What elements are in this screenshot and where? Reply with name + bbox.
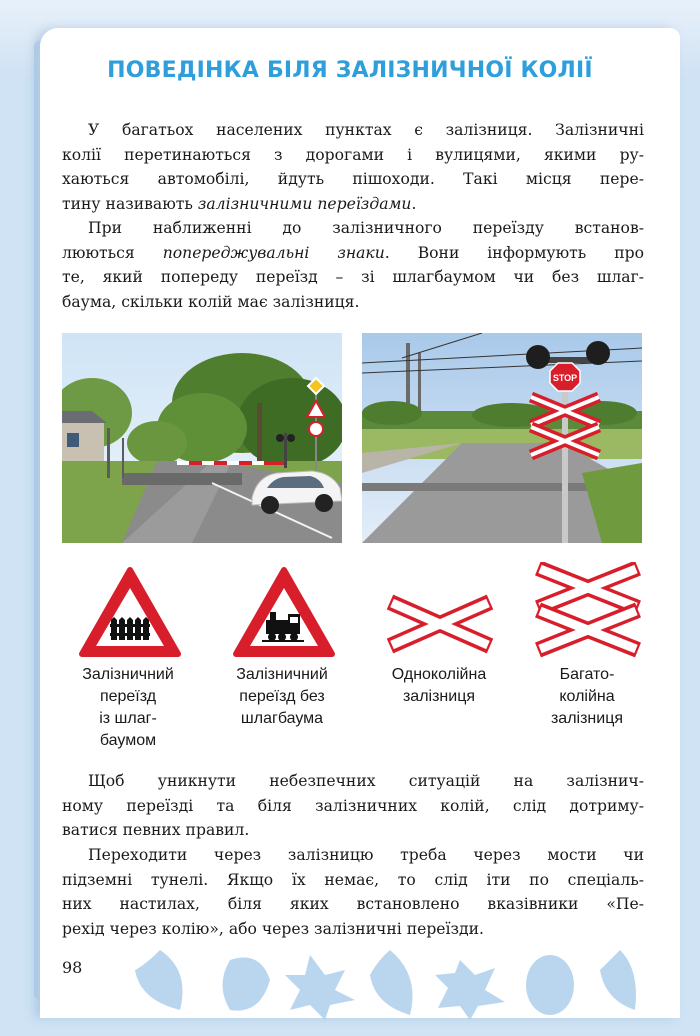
caption-line: Багато- (559, 666, 615, 683)
paragraph-line: Щоб уникнути небезпечних ситуацій на залізнич- (88, 772, 644, 790)
single-track-railway-sign-icon (384, 594, 496, 654)
caption-line: Одноколійна (391, 666, 487, 683)
paragraph-line: рехід через колію», або через залізничні переїзди. (62, 919, 484, 938)
caption-line: залізниця (402, 688, 476, 705)
italic-term: залізничними переїздами (197, 194, 412, 213)
italic-term: попереджувальні знаки (162, 243, 385, 262)
railway-crossing-without-barrier-sign-icon (232, 566, 336, 660)
paragraph-line: Переходити через залізницю треба через мости чи (88, 846, 644, 864)
paragraph-line (62, 192, 644, 217)
caption-line: переїзд без (239, 688, 325, 705)
railway-crossing-with-barrier-sign-icon (78, 566, 182, 660)
paragraph-line: баума, скільки колій має залізниця. (62, 292, 360, 311)
text-run: тину називають (62, 194, 198, 213)
caption-line: переїзд (99, 688, 157, 705)
paragraph-line: У багатьох населених пунктах є залізниця. Залізничні (88, 121, 644, 139)
photo-railway-crossing-stop-sign (362, 333, 642, 543)
paragraph-crossing-rules (62, 843, 644, 941)
paragraph-safety (62, 769, 644, 843)
caption-line: колійна (559, 688, 615, 705)
caption-line: шлагбаума (240, 710, 324, 727)
sign-caption-crossing-with-barrier (53, 664, 203, 752)
multi-track-railway-sign-icon (532, 562, 644, 658)
caption-line: із шлаг- (99, 710, 157, 727)
text-run: . (411, 194, 417, 213)
paragraph-line (62, 241, 644, 266)
paragraph-line: колії перетинаються з дорогами і вулицями, якими ру- (62, 145, 644, 164)
paragraph-line: те, який попереду переїзд – зі шлагбаумом чи без шлаг- (62, 268, 644, 286)
paragraph-signs (62, 216, 644, 314)
sign-caption-single-track (364, 664, 514, 708)
paragraph-line: При наближенні до залізничного переїзду встанов- (88, 219, 644, 237)
caption-line: Залізничний (236, 666, 328, 683)
caption-line: баумом (99, 732, 157, 749)
page-number: 98 (62, 958, 83, 977)
decorative-leaves-icon (120, 940, 680, 1020)
paragraph-line: ватися певних правил. (62, 821, 250, 839)
paragraph-intro (62, 118, 644, 216)
warning-signs-row (62, 560, 644, 660)
caption-line: залізниця (550, 710, 624, 727)
text-run: люються (62, 243, 163, 262)
paragraph-line: підземні тунелі. Якщо їх немає, то слід іти по спеціаль- (62, 870, 644, 889)
sign-caption-multi-track (512, 664, 662, 730)
paragraph-line: них настилах, біля яких встановлено вказівники «Пе- (62, 895, 644, 913)
photo-railway-crossing-with-barrier (62, 333, 342, 543)
page-title: ПОВЕДІНКА БІЛЯ ЗАЛІЗНИЧНОЇ КОЛІЇ (107, 58, 593, 83)
sign-caption-crossing-without-barrier (207, 664, 357, 730)
caption-line: Залізничний (82, 666, 174, 683)
paragraph-line: ному переїзді та біля залізничних колій, слід дотриму- (62, 796, 644, 815)
text-run: . Вони інформують про (384, 243, 645, 262)
stop-sign-text: STOP (552, 373, 578, 383)
paragraph-line: хаються автомобілі, йдуть пішоходи. Такі місця пере- (62, 170, 644, 188)
